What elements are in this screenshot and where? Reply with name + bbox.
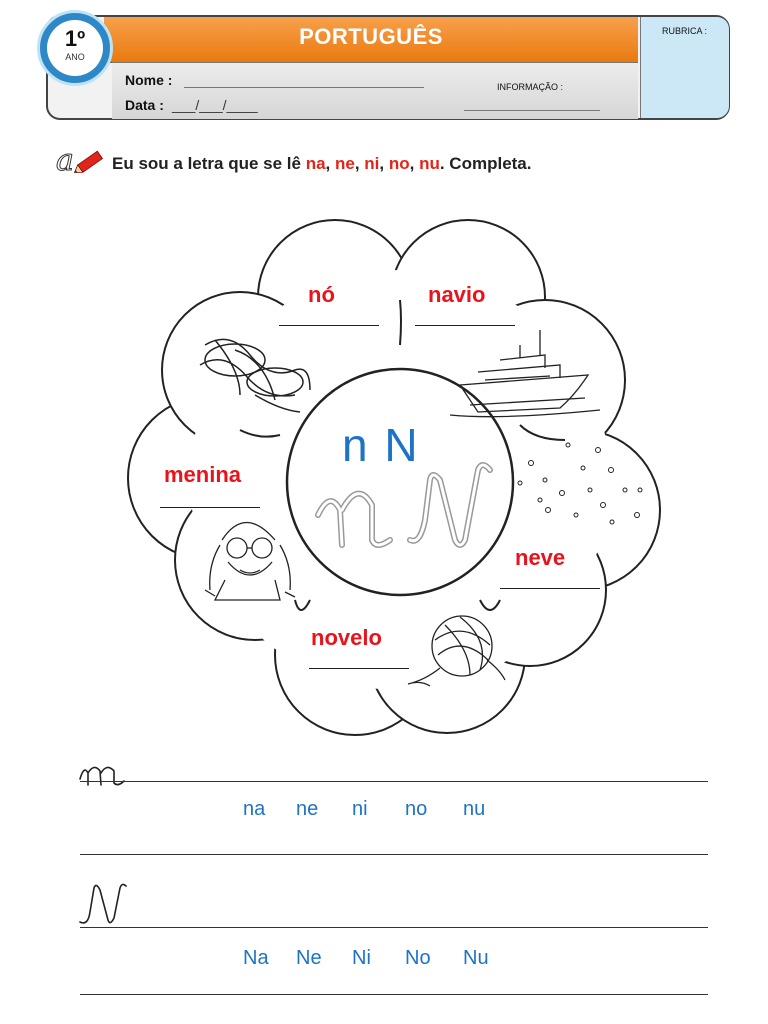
word-menina: menina — [164, 462, 242, 487]
name-label: Nome : — [125, 72, 173, 88]
upper-syllable-ne: Ne — [296, 947, 322, 969]
lower-syllable-nu: nu — [463, 798, 486, 820]
syllable-ne: ne — [334, 154, 355, 173]
upper-syllable-nu: Nu — [463, 947, 489, 969]
instruction-text: Eu sou a letra que se lê na, ne, ni, no, nu. Completa. — [112, 154, 532, 173]
center-circle — [287, 369, 513, 595]
writing-line-2[interactable] — [80, 854, 708, 855]
rubrica-label: RUBRICA : — [662, 26, 708, 36]
svg-text:a: a — [56, 143, 74, 177]
center-letters: n N — [342, 419, 420, 471]
writing-line-1[interactable] — [80, 781, 708, 782]
syllable-ni: ni — [364, 154, 380, 173]
cursive-lowercase-n-icon — [74, 755, 130, 791]
lower-syllable-no: no — [405, 798, 428, 820]
answer-line-menina[interactable] — [160, 507, 260, 508]
subject-title: PORTUGUÊS — [299, 24, 443, 49]
lower-syllable-na: na — [243, 798, 266, 820]
upper-syllable-no: No — [405, 947, 431, 969]
upper-syllable-na: Na — [243, 947, 269, 969]
date-field[interactable]: ___/___/____ — [172, 97, 258, 113]
grade-label: ANO — [65, 52, 85, 62]
answer-line-novelo[interactable] — [309, 668, 409, 669]
syllable-no: no — [388, 154, 410, 173]
writing-line-4[interactable] — [80, 994, 708, 995]
grade-number: 1º — [64, 26, 86, 51]
answer-line-no[interactable] — [279, 325, 379, 326]
instruction-prefix: Eu sou a letra que se lê — [112, 154, 306, 173]
lower-syllable-ni: ni — [352, 798, 368, 820]
word-navio: navio — [428, 282, 486, 307]
word-neve: neve — [515, 545, 566, 570]
date-label: Data : — [125, 97, 164, 113]
syllable-nu: nu — [419, 154, 440, 173]
answer-line-neve[interactable] — [500, 588, 600, 589]
upper-syllable-ni: Ni — [352, 947, 371, 969]
answer-line-navio[interactable] — [415, 325, 515, 326]
writing-line-3[interactable] — [80, 927, 708, 928]
info-label: INFORMAÇÃO : — [497, 82, 564, 92]
syllable-na: na — [305, 154, 326, 173]
word-novelo: novelo — [311, 625, 382, 650]
instruction-suffix: . Completa. — [439, 154, 532, 173]
cursive-uppercase-n-icon — [74, 878, 130, 930]
lower-syllable-ne: ne — [296, 798, 319, 820]
word-no: nó — [308, 282, 335, 307]
